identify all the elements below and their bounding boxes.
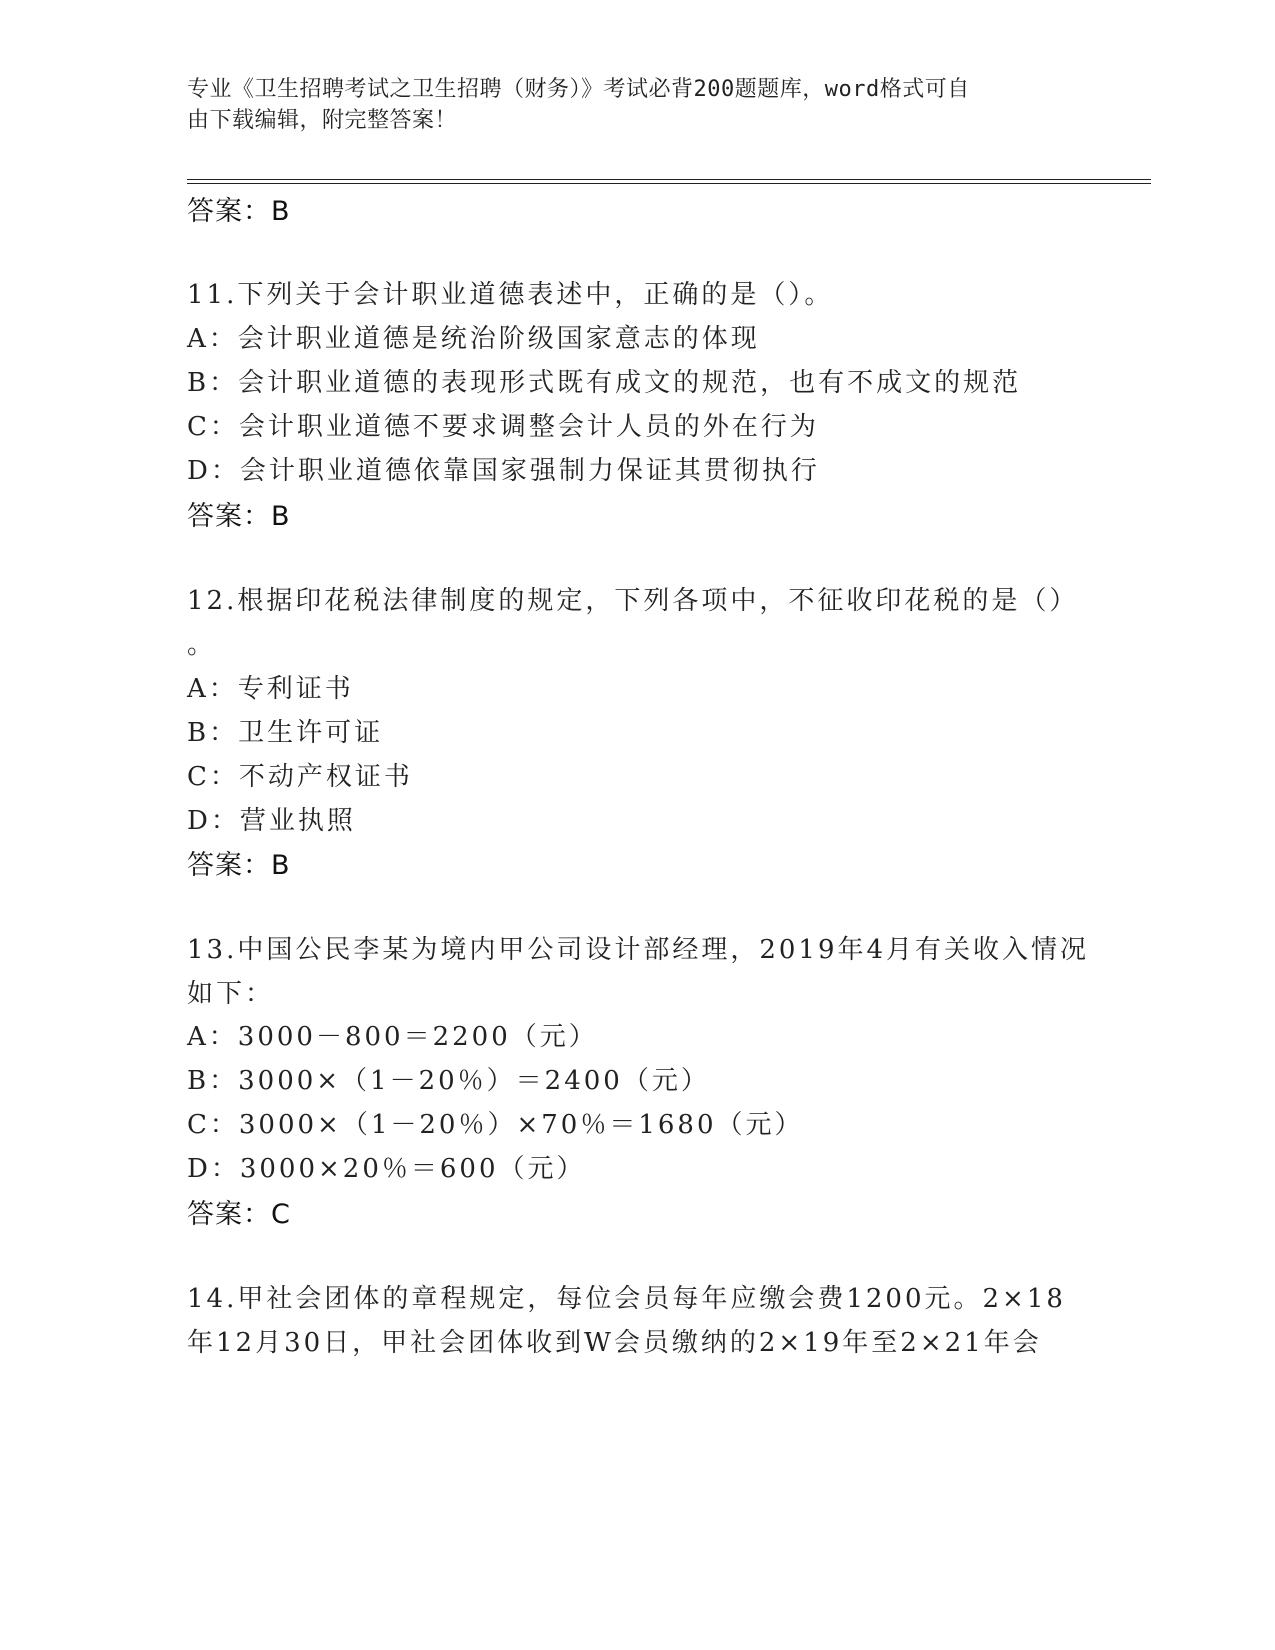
document-header: [187, 74, 1067, 136]
q13-stem-line-2: 如下：: [187, 979, 275, 1009]
header-line-1: 专业《卫生招聘考试之卫生招聘（财务）》考试必背200题题库，word格式可自: [187, 77, 970, 102]
header-line-2: 由下载编辑，附完整答案！: [187, 108, 458, 133]
q14-stem-line-1: 14.甲社会团体的章程规定，每位会员每年应缴会费1200元。2×18: [187, 1284, 1066, 1314]
q13-option-b: B：3000×（1－20％）＝2400（元）: [187, 1066, 710, 1096]
q11-answer: 答案：B: [187, 501, 291, 532]
q11-option-c: C：会计职业道德不要求调整会计人员的外在行为: [187, 412, 819, 442]
header-divider-bottom: [187, 183, 1151, 184]
previous-answer: 答案：B: [187, 196, 291, 227]
header-divider-top: [187, 179, 1151, 180]
q12-stem-line-2: 。: [187, 630, 217, 660]
q12-option-d: D：营业执照: [187, 806, 356, 836]
q13-option-a: A：3000－800＝2200（元）: [187, 1022, 598, 1052]
q12-option-a: A：专利证书: [187, 674, 354, 704]
q13-answer: 答案：C: [187, 1199, 291, 1230]
q12-option-b: B：卫生许可证: [187, 718, 384, 748]
q11-option-a: A：会计职业道德是统治阶级国家意志的体现: [187, 324, 760, 354]
q11-option-b: B：会计职业道德的表现形式既有成文的规范，也有不成文的规范: [187, 368, 1022, 398]
q13-stem-line-1: 13.中国公民李某为境内甲公司设计部经理，2019年4月有关收入情况: [187, 935, 1090, 965]
q11-option-d: D：会计职业道德依靠国家强制力保证其贯彻执行: [187, 456, 820, 486]
q12-stem-line-1: 12.根据印花税法律制度的规定，下列各项中，不征收印花税的是（）: [187, 586, 1079, 616]
q13-option-c: C：3000×（1－20％）×70％＝1680（元）: [187, 1110, 804, 1140]
q12-option-c: C：不动产权证书: [187, 762, 413, 792]
q13-option-d: D：3000×20％＝600（元）: [187, 1154, 586, 1184]
q14-stem-line-2: 年12月30日，甲社会团体收到W会员缴纳的2×19年至2×21年会: [187, 1328, 1042, 1358]
q12-answer: 答案：B: [187, 850, 291, 881]
q11-stem: 11.下列关于会计职业道德表述中，正确的是（）。: [187, 280, 834, 310]
